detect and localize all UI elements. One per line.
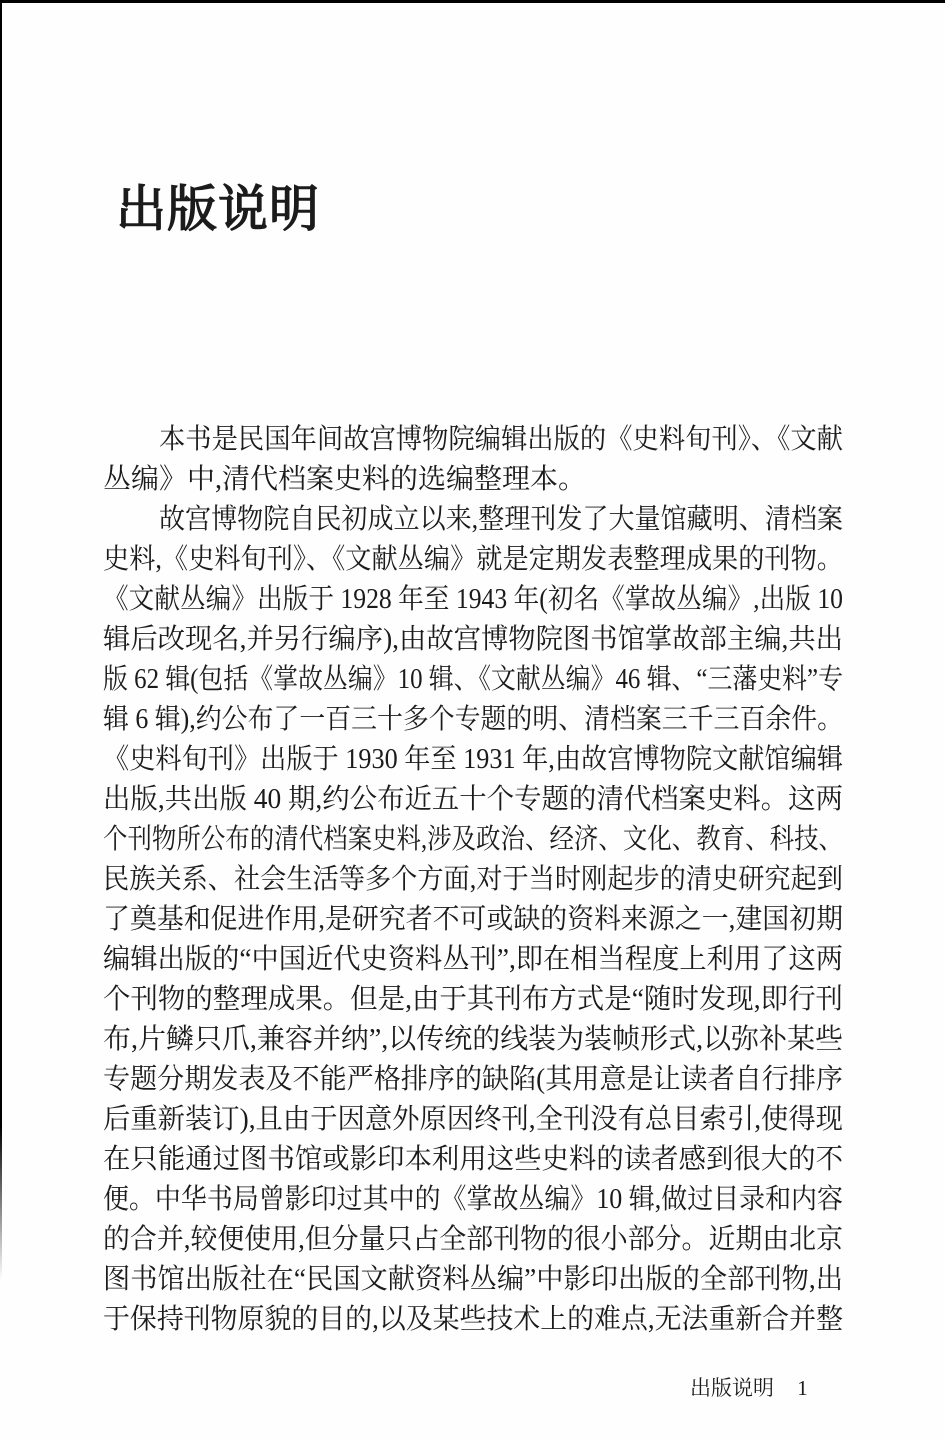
text-line: 于保持刊物原貌的目的,以及某些技术上的难点,无法重新合并整 <box>103 1304 843 1335</box>
text-line: 专题分期发表及不能严格排序的缺陷(其用意是让读者自行排序 <box>103 1064 843 1095</box>
text-line: 了奠基和促进作用,是研究者不可或缺的资料来源之一,建国初期 <box>103 904 843 935</box>
text-line: 编辑出版的“中国近代史资料丛刊”,即在相当程度上利用了这两 <box>103 944 843 975</box>
text-line: 丛编》中,清代档案史料的选编整理本。 <box>103 464 587 495</box>
text-line: 本书是民国年间故宫博物院编辑出版的《史料旬刊》、《文献 <box>159 424 843 455</box>
text-line: 版 62 辑(包括《掌故丛编》10 辑、《文献丛编》46 辑、“三藩史料”专 <box>103 664 843 695</box>
text-line: 史料,《史料旬刊》、《文献丛编》就是定期发表整理成果的刊物。 <box>103 544 843 575</box>
text-line: 辑后改现名,并另行编序),由故宫博物院图书馆掌故部主编,共出 <box>103 624 843 655</box>
page-footer <box>690 1374 808 1402</box>
text-line: 个刊物所公布的清代档案史料,涉及政治、经济、文化、教育、科技、 <box>103 824 843 855</box>
scan-edge-top <box>0 0 945 3</box>
text-line: 在只能通过图书馆或影印本利用这些史料的读者感到很大的不 <box>103 1144 843 1175</box>
text-line: 便。中华书局曾影印过其中的《掌故丛编》10 辑,做过目录和内容 <box>103 1184 843 1215</box>
body-text <box>103 420 843 1340</box>
text-line: 《史料旬刊》出版于 1930 年至 1931 年,由故宫博物院文献馆编辑 <box>103 744 843 775</box>
text-line: 《文献丛编》出版于 1928 年至 1943 年(初名《掌故丛编》,出版 10 <box>103 584 843 615</box>
text-line: 的合并,较便使用,但分量只占全部刊物的很小部分。近期由北京 <box>103 1224 843 1255</box>
footer-page-number: 1 <box>797 1376 808 1400</box>
text-line: 个刊物的整理成果。但是,由于其刊布方式是“随时发现,即行刊 <box>103 984 843 1015</box>
text-line: 布,片鳞只爪,兼容并纳”,以传统的线装为装帧形式,以弥补某些 <box>103 1024 843 1055</box>
text-line: 辑 6 辑),约公布了一百三十多个专题的明、清档案三千三百余件。 <box>103 704 843 735</box>
scan-edge-left <box>0 0 2 1280</box>
footer-running-title: 出版说明 <box>690 1376 774 1400</box>
text-line: 故宫博物院自民初成立以来,整理刊发了大量馆藏明、清档案 <box>159 504 843 535</box>
text-line: 出版,共出版 40 期,约公布近五十个专题的清代档案史料。这两 <box>103 784 843 815</box>
page-title: 出版说明 <box>116 180 320 237</box>
text-line: 民族关系、社会生活等多个方面,对于当时刚起步的清史研究起到 <box>103 864 843 895</box>
text-line: 图书馆出版社在“民国文献资料丛编”中影印出版的全部刊物,出 <box>103 1264 843 1295</box>
text-line: 后重新装订),且由于因意外原因终刊,全刊没有总目索引,使得现 <box>103 1104 843 1135</box>
